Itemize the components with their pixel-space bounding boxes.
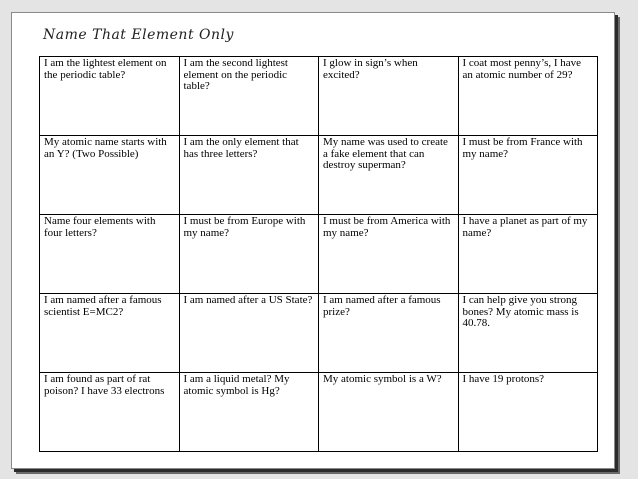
question-cell: I am found as part of rat poison? I have 33 electrons [40,373,180,452]
question-cell: My atomic name starts with an Y? (Two Possible) [40,136,180,215]
question-cell: I am named after a famous scientist E=MC2? [40,294,180,373]
question-cell: I must be from France with my name? [458,136,598,215]
question-cell: Name four elements with four letters? [40,215,180,294]
question-cell: My atomic symbol is a W? [319,373,459,452]
question-cell: I am the second lightest element on the periodic table? [179,57,319,136]
question-cell: I am the only element that has three letters? [179,136,319,215]
question-cell: I am named after a US State? [179,294,319,373]
grid-row-2 [40,136,598,215]
question-cell: I am a liquid metal? My atomic symbol is Hg? [179,373,319,452]
grid-row-3 [40,215,598,294]
question-cell: I am named after a famous prize? [319,294,459,373]
question-cell: I am the lightest element on the periodic table? [40,57,180,136]
question-cell: I can help give you strong bones? My atomic mass is 40.78. [458,294,598,373]
grid-row-1 [40,57,598,136]
question-grid [39,56,598,452]
question-cell: I must be from Europe with my name? [179,215,319,294]
question-cell: I glow in sign’s when excited? [319,57,459,136]
question-cell: I coat most penny’s, I have an atomic number of 29? [458,57,598,136]
question-cell: I must be from America with my name? [319,215,459,294]
question-cell: I have 19 protons? [458,373,598,452]
worksheet-title: Name That Element Only [43,27,234,43]
question-cell: I have a planet as part of my name? [458,215,598,294]
worksheet-page [11,12,615,469]
grid-row-4 [40,294,598,373]
question-cell: My name was used to create a fake element that can destroy superman? [319,136,459,215]
grid-row-5 [40,373,598,452]
